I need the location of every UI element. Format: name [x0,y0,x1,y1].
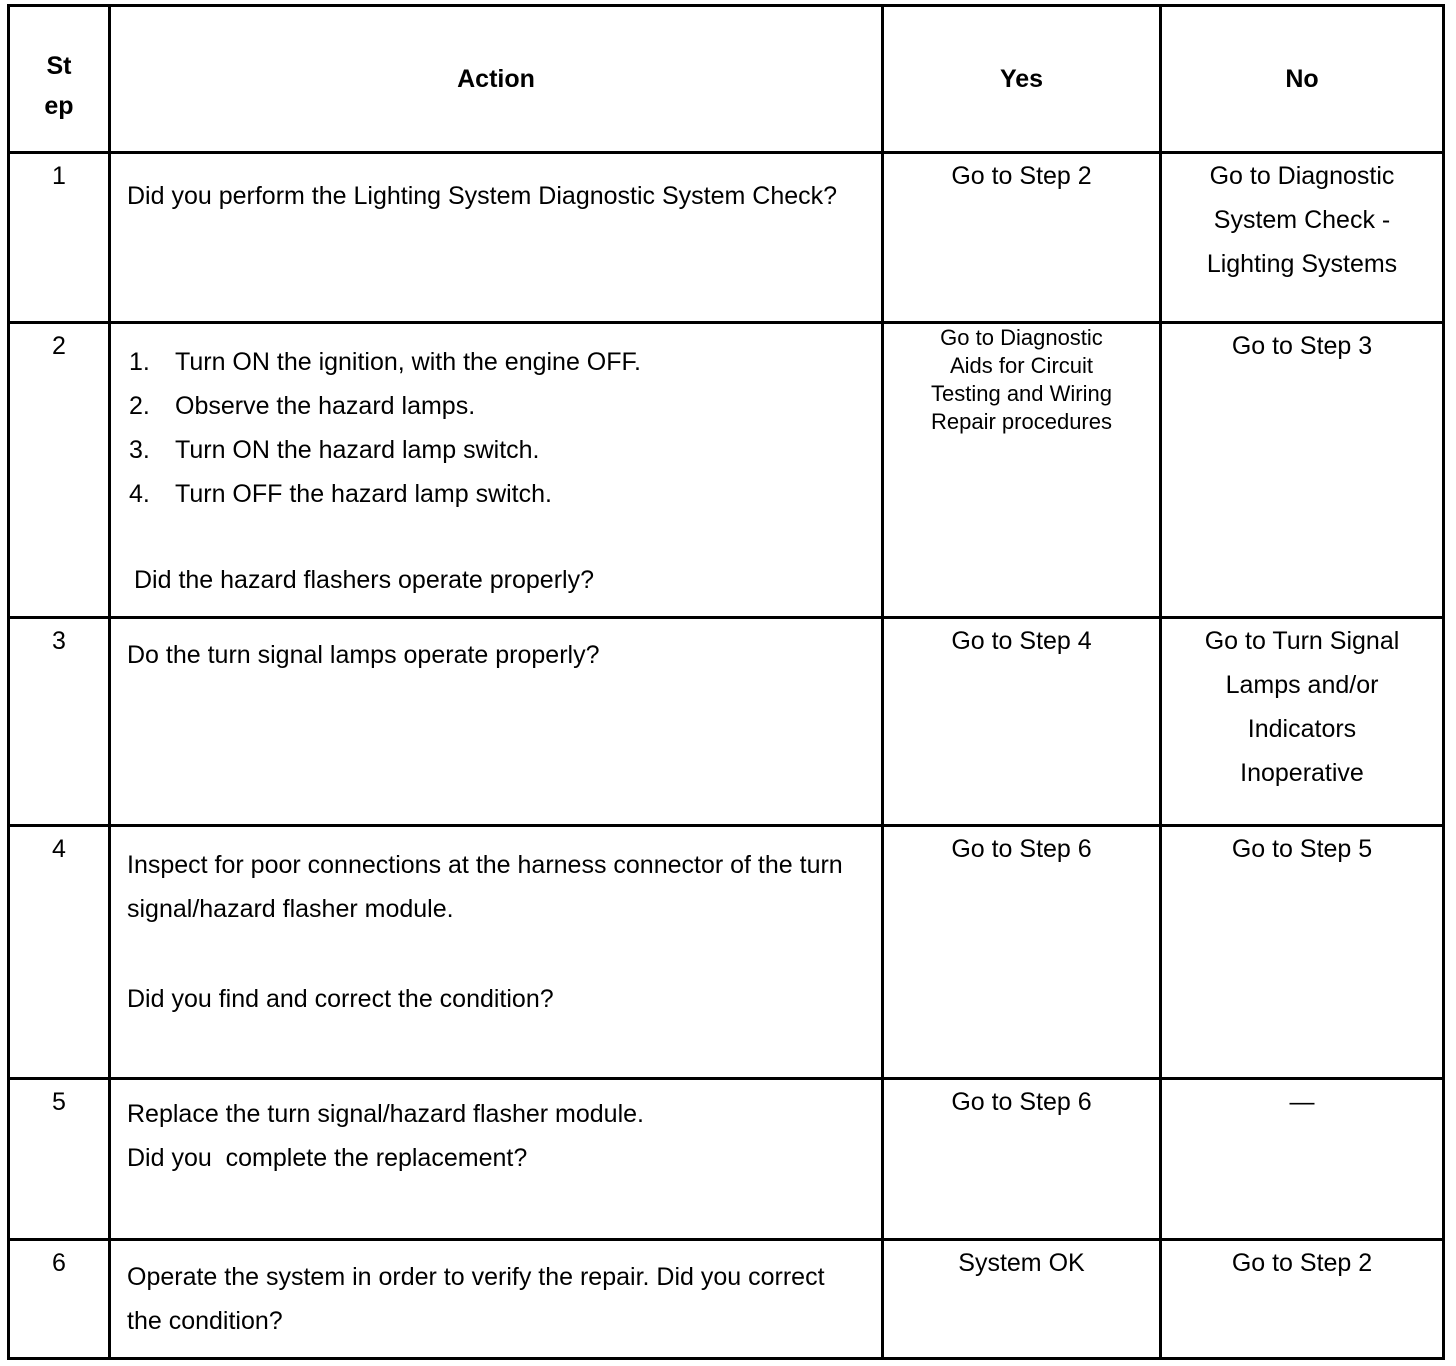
no-result-line: Inoperative [1240,759,1364,787]
yes-result: System OK [958,1249,1085,1277]
action-text: Inspect for poor connections at the harness connector of the turn signal/hazard flasher module. [127,851,843,923]
no-cell [1161,1079,1444,1240]
action-question: Did the hazard flashers operate properly? [134,566,594,594]
action-cell [110,618,883,826]
action-cell [110,323,883,618]
header-row [9,6,1444,153]
no-cell [1161,618,1444,826]
action-cell [110,1240,883,1359]
yes-result: Go to Step 6 [951,1088,1092,1116]
yes-result-line: Repair procedures [931,409,1112,434]
yes-result: Go to Step 2 [951,162,1092,190]
diagnostic-table [7,4,1445,1360]
no-result-line: Go to Diagnostic [1209,162,1395,190]
header-no: No [1161,6,1444,153]
table-row [9,1240,1444,1359]
step-number: 6 [9,1240,110,1359]
no-cell [1161,826,1444,1079]
no-result: — [1289,1088,1315,1116]
action-text: Replace the turn signal/hazard flasher module. [127,1100,644,1128]
no-cell [1161,323,1444,618]
no-result-line: Indicators [1247,715,1357,743]
header-yes: Yes [883,6,1161,153]
no-result-line: System Check - [1213,206,1391,234]
yes-cell [883,1240,1161,1359]
action-steps-list [127,340,881,516]
no-result: Go to Step 5 [1231,835,1373,863]
no-result-line: Lighting Systems [1206,250,1398,278]
step-number: 1 [9,153,110,323]
list-item: 1. Turn ON the ignition, with the engine OFF. [129,348,641,376]
table-row [9,153,1444,323]
yes-result-line: Aids for Circuit [949,353,1094,378]
yes-cell [883,323,1161,618]
no-result: Go to Step 2 [1231,1249,1373,1277]
step-number: 5 [9,1079,110,1240]
list-item: 3. Turn ON the hazard lamp switch. [129,436,540,464]
table-row [9,1079,1444,1240]
no-cell [1161,153,1444,323]
list-item: 2. Observe the hazard lamps. [129,392,476,420]
header-action: Action [110,6,883,153]
action-text: Did you perform the Lighting System Diagnostic System Check? [127,182,838,210]
table-row [9,826,1444,1079]
yes-cell [883,153,1161,323]
step-number: 2 [9,323,110,618]
action-text: Operate the system in order to verify the repair. Did you correct the condition? [127,1263,825,1335]
yes-result-line: Go to Diagnostic [940,325,1103,350]
list-item: 4. Turn OFF the hazard lamp switch. [129,480,552,508]
yes-cell [883,1079,1161,1240]
action-cell [110,826,883,1079]
yes-cell [883,618,1161,826]
step-number: 3 [9,618,110,826]
header-step: St ep [9,6,110,153]
yes-result-line: Testing and Wiring [931,381,1112,406]
yes-cell [883,826,1161,1079]
table-row [9,323,1444,618]
no-result-line: Lamps and/or [1225,671,1379,699]
no-cell [1161,1240,1444,1359]
action-question: Did you complete the replacement? [127,1144,528,1172]
action-question: Did you find and correct the condition? [127,985,554,1013]
action-cell [110,1079,883,1240]
no-result-line: Go to Turn Signal [1204,627,1400,655]
no-result: Go to Step 3 [1231,332,1373,360]
step-number: 4 [9,826,110,1079]
action-cell [110,153,883,323]
action-text: Do the turn signal lamps operate properly? [127,641,600,669]
table-row [9,618,1444,826]
yes-result: Go to Step 4 [951,627,1092,655]
yes-result: Go to Step 6 [951,835,1092,863]
